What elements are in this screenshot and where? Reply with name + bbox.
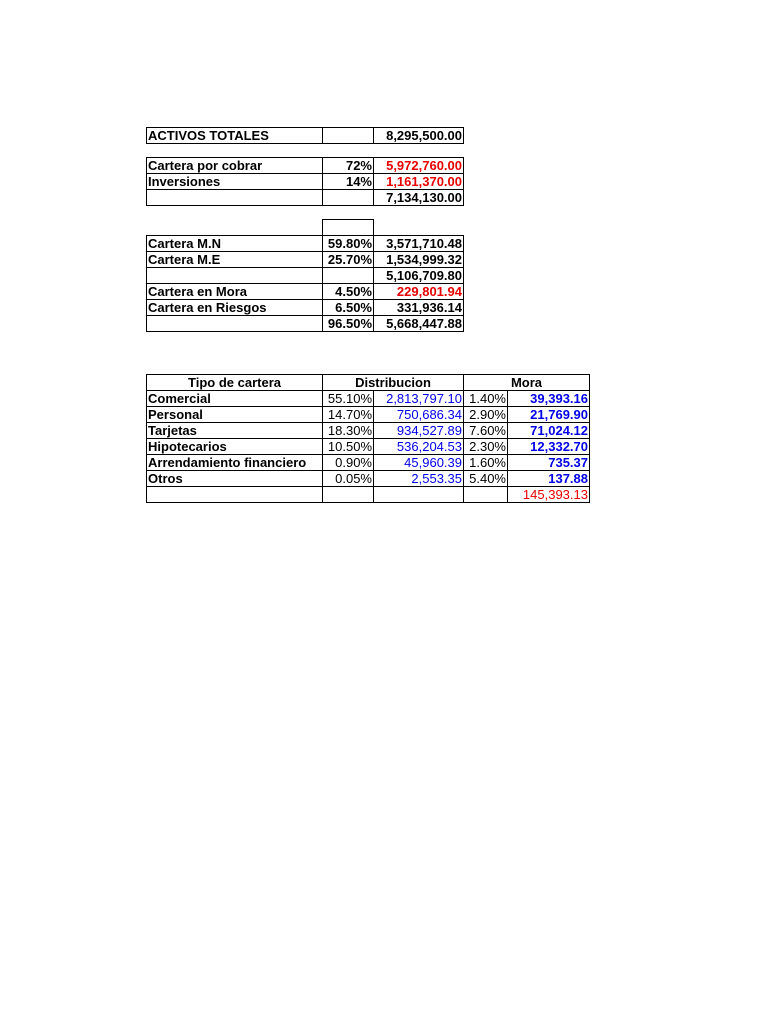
table-row	[147, 407, 590, 423]
row-label[interactable]: Cartera en Mora	[147, 284, 323, 300]
total-pct[interactable]: 96.50%	[323, 316, 374, 332]
row-value[interactable]: 5,972,760.00	[374, 158, 464, 174]
total-value[interactable]: 7,134,130.00	[374, 190, 464, 206]
activos-totales-label[interactable]: ACTIVOS TOTALES	[147, 128, 323, 144]
mora-pct[interactable]: 2.90%	[464, 407, 508, 423]
table-row	[147, 391, 590, 407]
total-row	[147, 190, 464, 206]
dist-value[interactable]: 536,204.53	[374, 439, 464, 455]
dist-value[interactable]: 750,686.34	[374, 407, 464, 423]
row-label[interactable]: Arrendamiento financiero	[147, 455, 323, 471]
row-value[interactable]: 1,161,370.00	[374, 174, 464, 190]
row-value[interactable]: 3,571,710.48	[374, 236, 464, 252]
total-row	[147, 487, 590, 503]
row-label[interactable]: Cartera M.E	[147, 252, 323, 268]
mora-pct[interactable]: 7.60%	[464, 423, 508, 439]
mora-value[interactable]: 12,332.70	[508, 439, 590, 455]
empty-cell[interactable]	[323, 220, 374, 236]
table-row	[147, 236, 464, 252]
row-pct[interactable]: 59.80%	[323, 236, 374, 252]
empty-cell[interactable]	[147, 268, 323, 284]
table-row	[147, 174, 464, 190]
total-mora-value[interactable]: 145,393.13	[508, 487, 590, 503]
row-label[interactable]: Cartera M.N	[147, 236, 323, 252]
dist-value[interactable]: 45,960.39	[374, 455, 464, 471]
row-label[interactable]: Hipotecarios	[147, 439, 323, 455]
row-label[interactable]: Comercial	[147, 391, 323, 407]
row-label[interactable]: Cartera por cobrar	[147, 158, 323, 174]
mora-value[interactable]: 39,393.16	[508, 391, 590, 407]
table-row	[147, 455, 590, 471]
empty-cell[interactable]	[323, 268, 374, 284]
empty-cell	[374, 220, 464, 236]
mora-pct[interactable]: 5.40%	[464, 471, 508, 487]
activos-totales-value[interactable]: 8,295,500.00	[374, 128, 464, 144]
empty-cell[interactable]	[147, 190, 323, 206]
activos-totales-pct[interactable]	[323, 128, 374, 144]
mora-value[interactable]: 137.88	[508, 471, 590, 487]
row-label[interactable]: Tarjetas	[147, 423, 323, 439]
total-value[interactable]: 5,668,447.88	[374, 316, 464, 332]
row-label[interactable]: Inversiones	[147, 174, 323, 190]
dist-pct[interactable]: 18.30%	[323, 423, 374, 439]
dist-value[interactable]: 2,553.35	[374, 471, 464, 487]
row-value[interactable]: 229,801.94	[374, 284, 464, 300]
mora-pct[interactable]: 1.40%	[464, 391, 508, 407]
header-mora[interactable]: Mora	[464, 375, 590, 391]
header-tipo[interactable]: Tipo de cartera	[147, 375, 323, 391]
header-distribucion[interactable]: Distribucion	[323, 375, 464, 391]
table-row	[147, 158, 464, 174]
dist-pct[interactable]: 14.70%	[323, 407, 374, 423]
row-pct[interactable]: 6.50%	[323, 300, 374, 316]
row-value[interactable]: 1,534,999.32	[374, 252, 464, 268]
subtotal-value[interactable]: 5,106,709.80	[374, 268, 464, 284]
table-row	[147, 423, 590, 439]
empty-cell	[147, 220, 323, 236]
cartera-detalle-table	[146, 219, 464, 332]
row-pct[interactable]: 4.50%	[323, 284, 374, 300]
dist-pct[interactable]: 0.90%	[323, 455, 374, 471]
table-row	[147, 439, 590, 455]
dist-pct[interactable]: 55.10%	[323, 391, 374, 407]
mora-value[interactable]: 21,769.90	[508, 407, 590, 423]
activos-totales-row	[147, 128, 464, 144]
empty-cell[interactable]	[147, 316, 323, 332]
row-label[interactable]: Cartera en Riesgos	[147, 300, 323, 316]
table-row	[147, 471, 590, 487]
row-pct[interactable]: 25.70%	[323, 252, 374, 268]
empty-cell[interactable]	[147, 487, 323, 503]
row-value[interactable]: 331,936.14	[374, 300, 464, 316]
dist-value[interactable]: 2,813,797.10	[374, 391, 464, 407]
row-pct[interactable]: 72%	[323, 158, 374, 174]
table-row	[147, 252, 464, 268]
cartera-inversiones-table	[146, 157, 464, 206]
mora-pct[interactable]: 1.60%	[464, 455, 508, 471]
header-row	[147, 375, 590, 391]
row-label[interactable]: Personal	[147, 407, 323, 423]
dist-pct[interactable]: 10.50%	[323, 439, 374, 455]
dist-value[interactable]: 934,527.89	[374, 423, 464, 439]
row-pct[interactable]: 14%	[323, 174, 374, 190]
empty-cell[interactable]	[464, 487, 508, 503]
dist-pct[interactable]: 0.05%	[323, 471, 374, 487]
mora-value[interactable]: 735.37	[508, 455, 590, 471]
mora-value[interactable]: 71,024.12	[508, 423, 590, 439]
row-label[interactable]: Otros	[147, 471, 323, 487]
empty-cell[interactable]	[374, 487, 464, 503]
mora-pct[interactable]: 2.30%	[464, 439, 508, 455]
empty-cell[interactable]	[323, 487, 374, 503]
activos-totales-table	[146, 127, 464, 144]
subtotal-row	[147, 268, 464, 284]
table-row	[147, 284, 464, 300]
table-row	[147, 300, 464, 316]
header-spacer-row	[147, 220, 464, 236]
empty-cell[interactable]	[323, 190, 374, 206]
total-row	[147, 316, 464, 332]
tipo-cartera-table	[146, 374, 590, 503]
